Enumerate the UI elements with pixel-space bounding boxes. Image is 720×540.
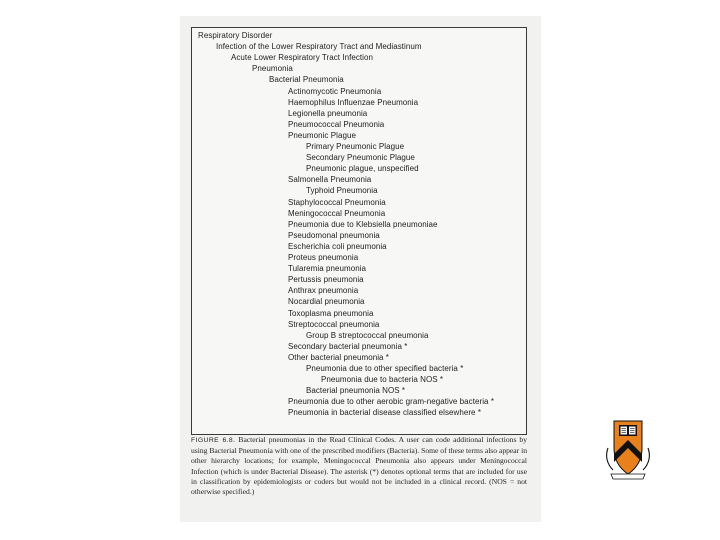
- tree-item: Escherichia coli pneumonia: [288, 241, 387, 251]
- scanned-page: [180, 16, 541, 522]
- tree-item: Pseudomonal pneumonia: [288, 230, 380, 240]
- tree-item: Staphylococcal Pneumonia: [288, 197, 386, 207]
- tree-item: Primary Pneumonic Plague: [306, 142, 405, 151]
- tree-item: Pneumonia due to other specified bacteria *: [306, 364, 464, 373]
- tree-item: Pneumonic plague, unspecified: [306, 164, 419, 174]
- tree-item: Respiratory Disorder: [198, 31, 273, 40]
- tree-item: Secondary Pneumonic Plague: [306, 153, 415, 163]
- tree-item: Anthrax pneumonia: [288, 286, 359, 296]
- tree-item: Pneumonia due to Klebsiella pneumoniae: [288, 219, 438, 229]
- tree-item: Haemophilus Influenzae Pneumonia: [288, 97, 419, 107]
- hierarchy-figure: [191, 27, 527, 435]
- tree-item: Pneumonia: [252, 64, 293, 74]
- tree-item: Salmonella Pneumonia: [288, 175, 372, 185]
- tree-item: Toxoplasma pneumonia: [288, 308, 374, 318]
- caption-text: Bacterial pneumonias in the Read Clinical Codes. A user can code additional infections by using Bacterial Pneumonia with one of the prescribed modifiers (Bacteria). Some of these terms also appear in other hierarchy locations; for example, Meningococcal Pneumonia also appears under Meningococcal Infection (which is under Bacterial Disease). The asterisk (*) denotes optional terms that are included for use in classification by epidemiologists or coders but would not be included in a clinical record. (NOS = not otherwise specified.): [191, 435, 527, 497]
- tree-item: Meningococcal Pneumonia: [288, 208, 386, 218]
- tree-item: Pneumonia due to other aerobic gram-negative bacteria *: [288, 397, 494, 407]
- tree-item: Nocardial pneumonia: [288, 297, 365, 307]
- tree-item: Group B streptococcal pneumonia: [306, 330, 429, 340]
- tree-item: Infection of the Lower Respiratory Tract and Mediastinum: [216, 42, 422, 52]
- tree-item: Pneumonia in bacterial disease classified elsewhere *: [288, 408, 481, 418]
- tree-item: Pneumonia due to bacteria NOS *: [321, 375, 444, 385]
- tree-item: Other bacterial pneumonia *: [288, 352, 389, 362]
- tree-item: Proteus pneumonia: [288, 253, 359, 262]
- tree-item: Streptococcal pneumonia: [288, 319, 380, 329]
- tree-item: Bacterial pneumonia NOS *: [306, 386, 406, 396]
- tree-item: Pertussis pneumonia: [288, 275, 364, 285]
- tree-item: Typhoid Pneumonia: [306, 186, 378, 196]
- figure-caption: [191, 435, 527, 497]
- tree-item: Legionella pneumonia: [288, 108, 368, 118]
- tree-item: Tularemia pneumonia: [288, 264, 367, 274]
- tree-item: Pneumonic Plague: [288, 130, 356, 140]
- princeton-shield-logo: [605, 418, 651, 482]
- tree-item: Actinomycotic Pneumonia: [288, 86, 382, 96]
- figure-label: FIGURE 6.8.: [191, 437, 236, 444]
- tree-item: Secondary bacterial pneumonia *: [288, 341, 408, 351]
- tree-item: Acute Lower Respiratory Tract Infection: [231, 53, 374, 63]
- tree-item: Pneumococcal Pneumonia: [288, 119, 385, 129]
- tree-item: Bacterial Pneumonia: [269, 75, 344, 85]
